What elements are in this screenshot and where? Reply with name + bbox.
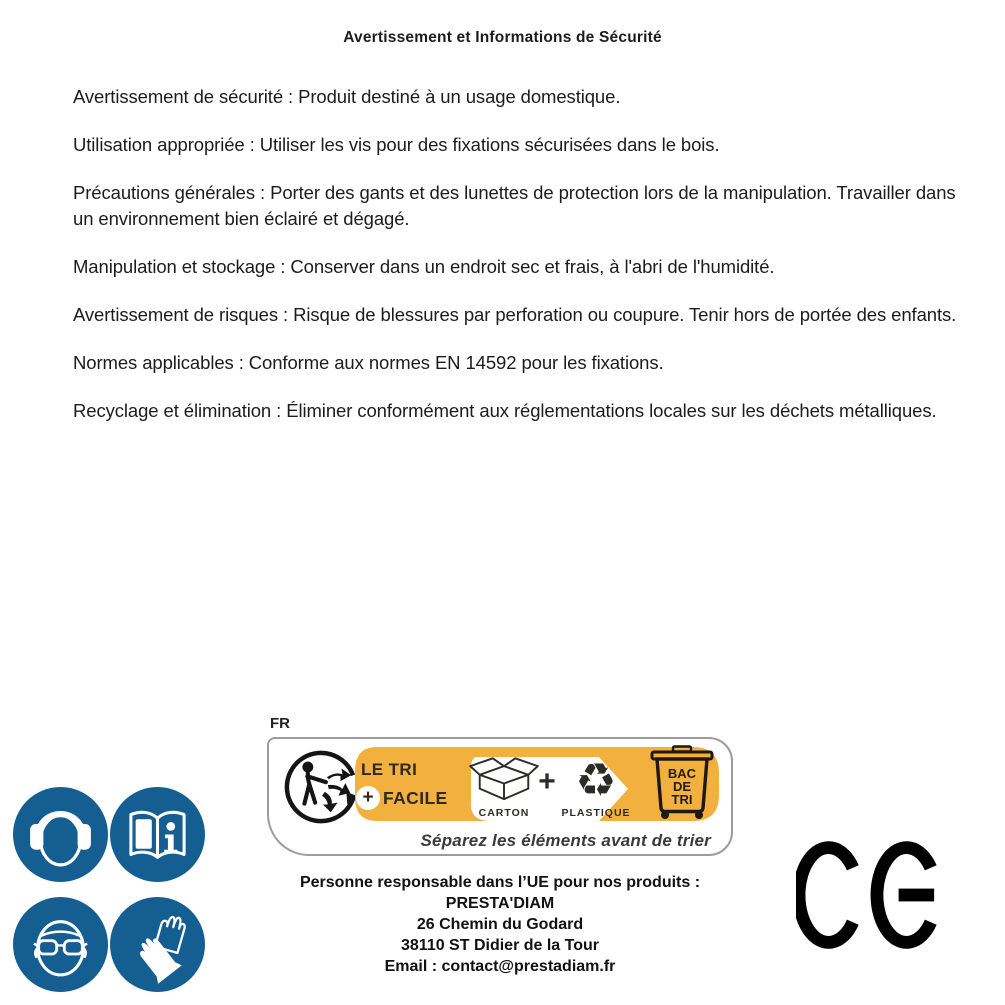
paragraph-appropriate-use: Utilisation appropriée : Utiliser les vis pour des fixations sécurisées dans le bois.: [73, 134, 720, 155]
bin-label-line3: TRI: [671, 792, 693, 807]
safety-pictogram-grid: [13, 787, 205, 992]
wear-ear-protection-icon: [13, 787, 108, 882]
company-name: PRESTA'DIAM: [445, 895, 555, 912]
tri-facile-title-line2: FACILE: [383, 788, 448, 808]
plastic-recycle-icon: ♻: [575, 753, 617, 807]
paragraph-handling-storage: Manipulation et stockage : Conserver dans un endroit sec et frais, à l'abri de l'humidité.: [73, 256, 775, 277]
paragraph-safety-warning: Avertissement de sécurité : Produit destiné à un usage domestique.: [73, 86, 621, 107]
plus-badge-icon: +: [356, 786, 380, 810]
bin-label-line1: BAC: [667, 766, 697, 781]
materials-plus-icon: +: [538, 765, 556, 798]
responsible-party-block: [250, 872, 750, 977]
bin-label-line2: DE: [672, 779, 692, 794]
carton-box-icon: [465, 756, 543, 804]
triman-logo-icon: [282, 748, 360, 826]
paragraph-general-precautions: Précautions générales : Porter des gants et des lunettes de protection lors de la manipulation. Travailler dans un environnement bien éclairé et dégagé.: [73, 182, 956, 229]
paragraph-standards: Normes applicables : Conforme aux normes EN 14592 pour les fixations.: [73, 352, 664, 373]
responsible-heading: Personne responsable dans l’UE pour nos produits :: [299, 874, 701, 891]
paragraph-recycling: Recyclage et élimination : Éliminer conformément aux réglementations locales sur les déchets métalliques.: [73, 400, 937, 421]
tri-facile-title-line1: LE TRI: [361, 760, 418, 779]
paragraph-risk-warning: Avertissement de risques : Risque de blessures par perforation ou coupure. Tenir hors de portée des enfants.: [73, 304, 957, 325]
material-plastique-label: PLASTIQUE: [561, 807, 631, 819]
read-instruction-manual-icon: [110, 787, 205, 882]
material-plastique: [556, 753, 636, 819]
wear-protective-gloves-icon: [110, 897, 205, 992]
material-carton: [465, 756, 543, 819]
wear-eye-protection-icon: [13, 897, 108, 992]
recycling-sorting-label: [267, 737, 733, 856]
address-line2: 38110 ST Didier de la Tour: [401, 937, 599, 954]
country-code-label: FR: [270, 715, 290, 732]
sorting-tagline: Séparez les éléments avant de trier: [420, 831, 711, 850]
address-line1: 26 Chemin du Godard: [416, 916, 584, 933]
ce-marking-icon: [796, 840, 944, 950]
safety-text-block: [73, 84, 973, 446]
page-title: Avertissement et Informations de Sécurité: [343, 29, 662, 46]
contact-email: Email : contact@prestadiam.fr: [384, 958, 616, 975]
material-carton-label: CARTON: [478, 807, 530, 819]
